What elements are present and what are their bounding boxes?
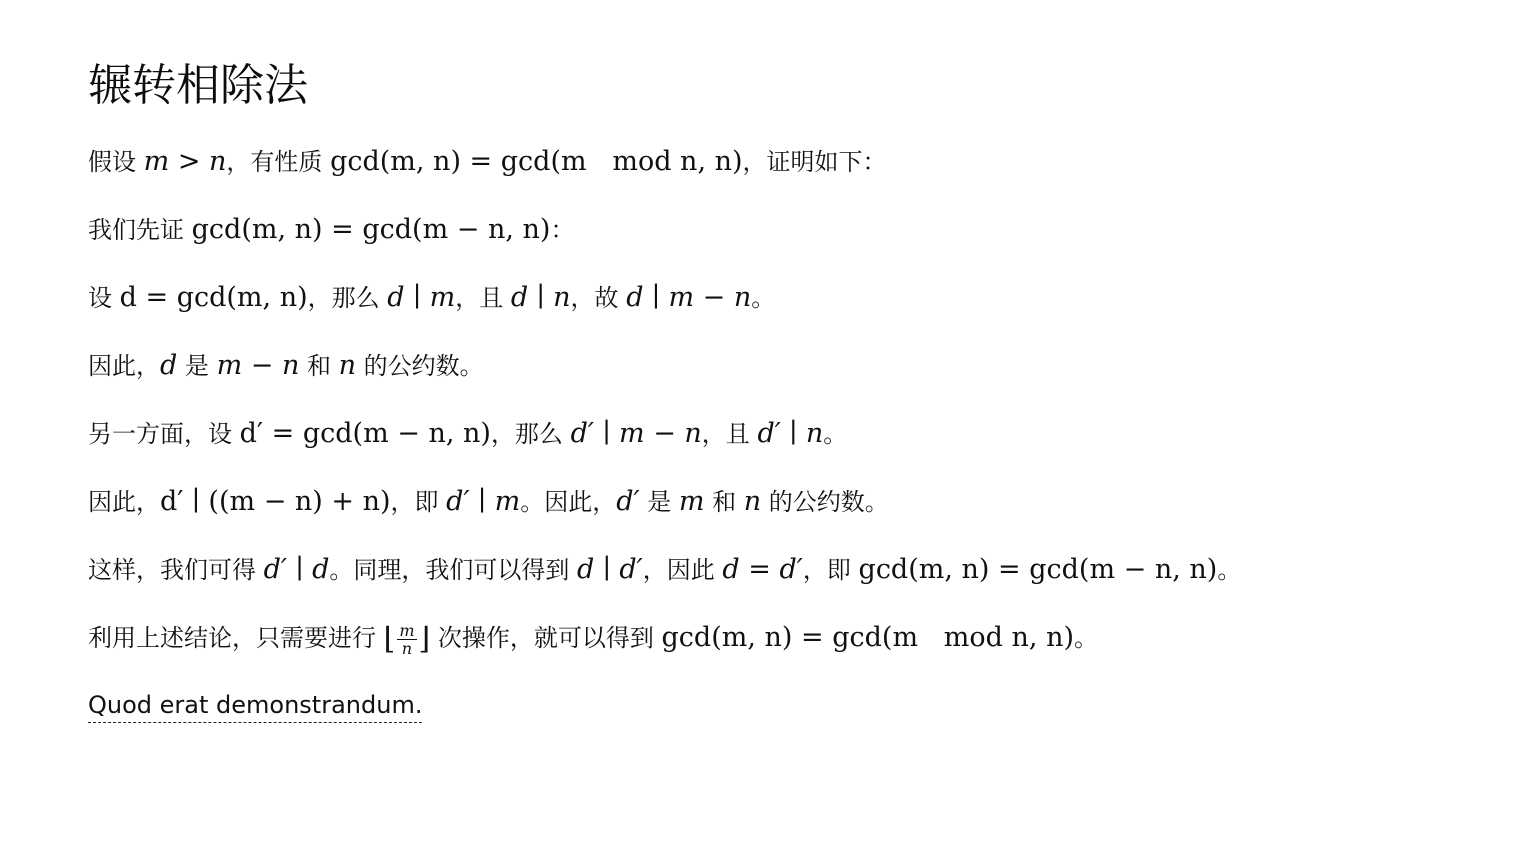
text-segment: 设 (88, 284, 120, 312)
text-segment: 和 (704, 488, 744, 516)
text-segment: 。 (823, 420, 848, 448)
text-segment: 次操作，就可以得到 (430, 624, 662, 652)
math-expression: n (743, 486, 762, 517)
floor-fraction (384, 621, 431, 658)
math-expression: d′ ∣ n (757, 418, 824, 449)
math-expression: d′ = gcd(m − n, n) (239, 418, 491, 449)
text-segment: ，那么 (307, 284, 388, 312)
fraction-numerator: m (399, 620, 415, 640)
math-expression: d ∣ m − n (626, 282, 752, 313)
text-segment: ，因此 (642, 556, 723, 584)
proof-line-6 (88, 484, 889, 520)
text-segment: 。同理，我们可以得到 (329, 556, 578, 584)
text-segment: ，有性质 (226, 148, 331, 176)
text-segment: ，即 (390, 488, 447, 516)
text-segment: 。 (1217, 556, 1242, 584)
math-expression: d′ (616, 486, 640, 517)
math-expression: d (160, 350, 178, 381)
math-expression: gcd(m, n) = gcd(m mod n, n) (661, 622, 1074, 653)
math-expression: d ∣ n (510, 282, 571, 313)
text-segment: 的公约数。 (761, 488, 889, 516)
math-expression: m − n (216, 350, 300, 381)
math-expression: d ∣ d′ (577, 554, 643, 585)
text-segment: 假设 (88, 148, 144, 176)
proof-line-5 (88, 416, 847, 452)
text-segment: 另一方面，设 (88, 420, 240, 448)
math-expression: d = gcd(m, n) (119, 282, 308, 313)
text-segment: ，且 (455, 284, 511, 312)
math-expression: m > n (143, 146, 227, 177)
text-segment: 的公约数。 (356, 352, 484, 380)
proof-line-3 (88, 280, 775, 316)
math-expression: d′ ∣ d (263, 554, 330, 585)
text-segment: 。 (1074, 624, 1098, 652)
math-expression: gcd(m, n) = gcd(m mod n, n) (330, 146, 743, 177)
floor-open-bracket: ⌊ (383, 621, 396, 657)
text-segment: 这样，我们可得 (88, 556, 264, 584)
text-segment: 是 (177, 352, 217, 380)
text-segment: ，那么 (490, 420, 571, 448)
math-expression: m (678, 486, 705, 517)
math-expression: d′ ∣ ((m − n) + n) (160, 486, 391, 517)
math-expression: gcd(m, n) = gcd(m − n, n) (858, 554, 1218, 585)
math-expression: n (338, 350, 356, 381)
math-expression: d′ ∣ m − n (570, 418, 702, 449)
qed-statement: Quod erat demonstrandum. (88, 688, 422, 723)
math-expression: d = d′ (722, 554, 803, 585)
text-segment: 我们先证 (88, 216, 192, 244)
proof-line-2 (88, 212, 574, 248)
text-segment: 因此， (88, 488, 160, 516)
fraction-denominator: n (401, 638, 413, 658)
proof-line-7 (88, 552, 1241, 588)
floor-close-bracket: ⌋ (418, 621, 431, 657)
text-segment: ，且 (701, 420, 758, 448)
text-segment: 是 (639, 488, 679, 516)
text-segment: 因此， (88, 352, 160, 380)
page-title: 辗转相除法 (88, 60, 308, 111)
text-segment: 和 (299, 352, 339, 380)
proof-line-1 (88, 144, 887, 180)
math-expression: d ∣ m (387, 282, 456, 313)
text-segment: ，故 (570, 284, 627, 312)
math-expression: d′ ∣ m (446, 486, 521, 517)
text-segment: ，即 (802, 556, 859, 584)
math-expression: gcd(m, n) = gcd(m − n, n) (191, 214, 551, 245)
text-segment: 。 (751, 284, 776, 312)
text-segment: ，证明如下： (742, 148, 887, 176)
text-segment: ： (550, 216, 575, 244)
proof-line-8 (88, 620, 1098, 657)
text-segment: 利用上述结论，只需要进行 (88, 624, 384, 652)
proof-line-4 (88, 348, 484, 384)
text-segment: 。因此， (520, 488, 617, 516)
fraction (397, 622, 416, 657)
